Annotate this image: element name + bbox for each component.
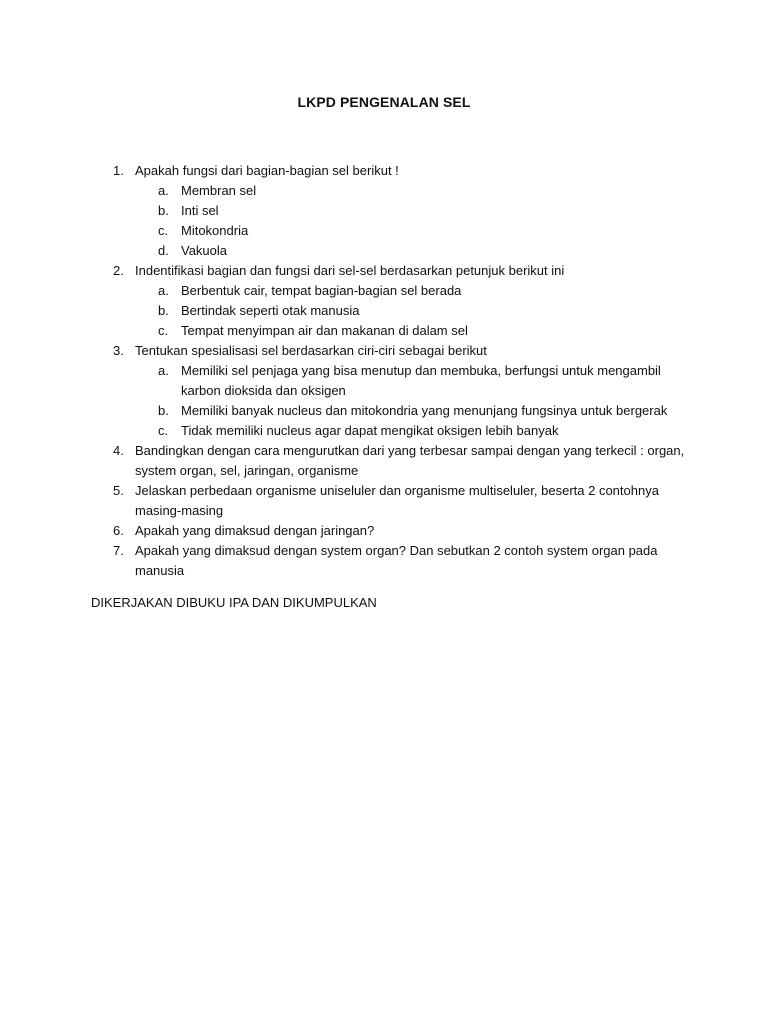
question-row — [0, 161, 768, 181]
question-text: Apakah fungsi dari bagian-bagian sel berikut ! — [135, 163, 399, 178]
question-text: Indentifikasi bagian dan fungsi dari sel-sel berdasarkan petunjuk berikut ini — [135, 263, 565, 278]
sub-item-continuation-row — [0, 381, 768, 401]
sub-item-text: karbon dioksida dan oksigen — [181, 383, 346, 398]
sub-item-text: Berbentuk cair, tempat bagian-bagian sel berada — [181, 283, 462, 298]
sub-item-row — [0, 241, 768, 261]
question-number: 6. — [113, 523, 124, 538]
sub-item-row — [0, 181, 768, 201]
question-text: Apakah yang dimaksud dengan jaringan? — [135, 523, 375, 538]
sub-item-text: Memiliki sel penjaga yang bisa menutup dan membuka, berfungsi untuk mengambil — [181, 363, 661, 378]
sub-item-label: a. — [158, 283, 169, 298]
sub-item-text: Bertindak seperti otak manusia — [181, 303, 360, 318]
question-number: 2. — [113, 263, 124, 278]
sub-item-label: a. — [158, 363, 169, 378]
question-continuation-row — [0, 501, 768, 521]
question-continuation-row — [0, 461, 768, 481]
sub-item-text: Tempat menyimpan air dan makanan di dalam sel — [181, 323, 468, 338]
question-text: Jelaskan perbedaan organisme uniseluler dan organisme multiseluler, beserta 2 contohnya — [135, 483, 659, 498]
sub-item-row — [0, 421, 768, 441]
question-list — [0, 161, 768, 581]
sub-item-label: d. — [158, 243, 169, 258]
question-number: 7. — [113, 543, 124, 558]
sub-item-text: Vakuola — [181, 243, 228, 258]
sub-item-row — [0, 221, 768, 241]
sub-item-label: c. — [158, 223, 169, 238]
question-number: 3. — [113, 343, 124, 358]
sub-item-label: b. — [158, 303, 169, 318]
sub-item-label: c. — [158, 323, 169, 338]
question-number: 1. — [113, 163, 124, 178]
question-text: manusia — [135, 563, 185, 578]
question-row — [0, 341, 768, 361]
question-text: masing-masing — [135, 503, 224, 518]
sub-item-text: Inti sel — [181, 203, 219, 218]
sub-item-row — [0, 361, 768, 381]
question-text: Tentukan spesialisasi sel berdasarkan ciri-ciri sebagai berikut — [135, 343, 487, 358]
page-title: LKPD PENGENALAN SEL — [297, 94, 471, 110]
sub-item-row — [0, 301, 768, 321]
sub-item-row — [0, 321, 768, 341]
question-number: 4. — [113, 443, 124, 458]
sub-item-label: b. — [158, 203, 169, 218]
question-row — [0, 441, 768, 461]
sub-item-row — [0, 201, 768, 221]
question-row — [0, 261, 768, 281]
sub-item-row — [0, 401, 768, 421]
sub-item-text: Membran sel — [181, 183, 257, 198]
footer-note: DIKERJAKAN DIBUKU IPA DAN DIKUMPULKAN — [91, 595, 377, 610]
sub-item-label: a. — [158, 183, 169, 198]
sub-item-text: Memiliki banyak nucleus dan mitokondria yang menunjang fungsinya untuk bergerak — [181, 403, 668, 418]
sub-item-label: c. — [158, 423, 169, 438]
question-row — [0, 521, 768, 541]
question-continuation-row — [0, 561, 768, 581]
question-text: Apakah yang dimaksud dengan system organ? Dan sebutkan 2 contoh system organ pada — [135, 543, 658, 558]
question-text: system organ, sel, jaringan, organisme — [135, 463, 359, 478]
sub-item-label: b. — [158, 403, 169, 418]
sub-item-row — [0, 281, 768, 301]
question-row — [0, 541, 768, 561]
sub-item-text: Tidak memiliki nucleus agar dapat mengikat oksigen lebih banyak — [181, 423, 559, 438]
sub-item-text: Mitokondria — [181, 223, 249, 238]
question-row — [0, 481, 768, 501]
question-text: Bandingkan dengan cara mengurutkan dari yang terbesar sampai dengan yang terkecil : organ, — [135, 443, 685, 458]
question-number: 5. — [113, 483, 124, 498]
